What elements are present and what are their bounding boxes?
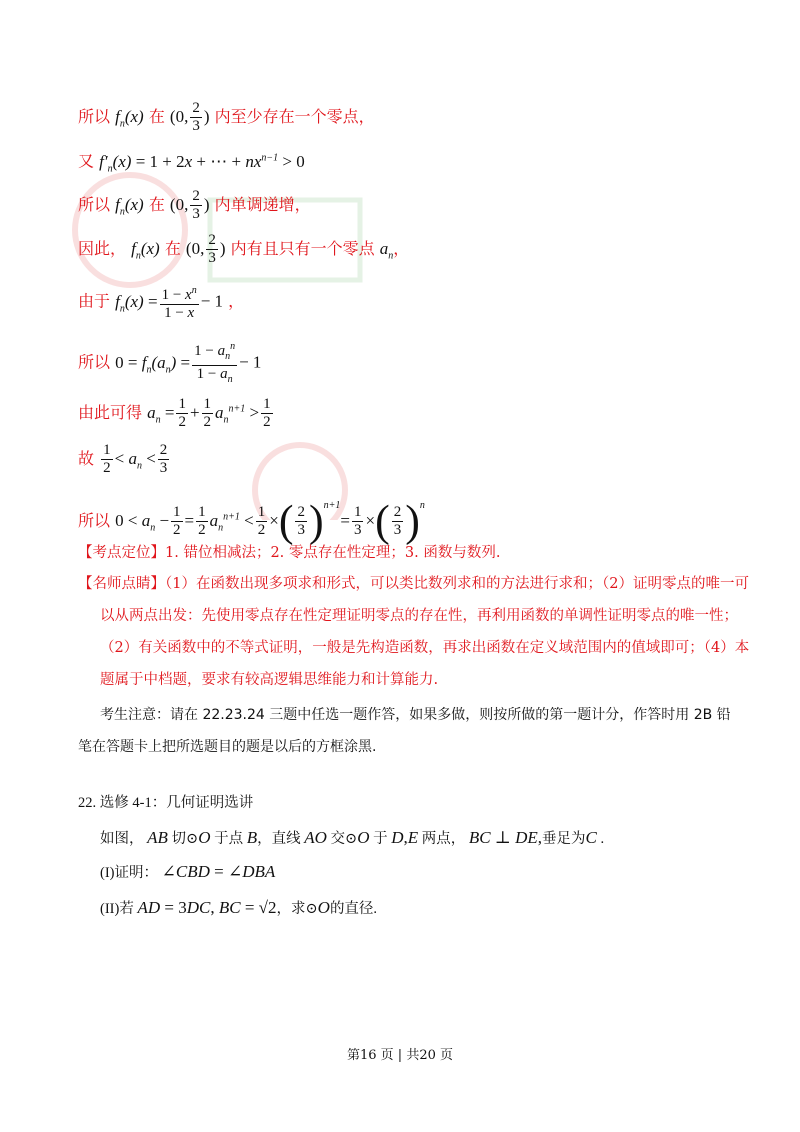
solution-text: 故	[78, 449, 95, 468]
solution-text: 在	[164, 239, 181, 258]
solution-line-4: 因此， $f_n(x)$ 在 (0, $\frac{2}{3}$ ) 内有且只有一个零点 $a_n$，	[78, 232, 410, 266]
stem-text: ，直线	[257, 831, 301, 847]
part-label: (II)若	[100, 901, 134, 917]
fraction: $\frac{1}{2}$	[263, 396, 271, 430]
fraction: $\frac{1 - x^n}{1 - x}$	[160, 282, 199, 322]
fraction: $\frac{1 - a_n^n}{1 - a_n}$	[192, 338, 237, 388]
math-expr: $0 = f_n(a_n)$ =	[115, 352, 191, 375]
solution-line-3: 所以 $f_n(x)$ 在 (0, $\frac{2}{3}$ ) 内单调递增，	[78, 188, 311, 222]
part-2: (II)若 AD = 3DC, BC = √2，求⊙O的直径.	[100, 898, 378, 917]
solution-text: ，	[393, 239, 410, 258]
stem-text: 切⊙	[171, 831, 199, 847]
solution-text: 又	[78, 151, 95, 171]
stem-text: 于	[373, 831, 388, 847]
solution-line-8: 故 $\frac{1}{2}$ < $a_n$ < $\frac{2}{3}$	[78, 442, 168, 476]
math-expr: $f_n(x)$ =	[115, 291, 158, 314]
problem-heading: 22. 选修 4-1：几何证明选讲	[78, 795, 254, 811]
solution-line-6: 所以 $0 = f_n(a_n)$ = $\frac{1 - a_n^n}{1 - a_n}$ − 1	[78, 338, 261, 388]
stem-text: 交⊙	[330, 831, 358, 847]
math-expr: (0,	[169, 107, 189, 126]
part-label: (I)证明：	[100, 865, 158, 881]
page-footer: 第16 页 | 共20 页	[347, 1048, 453, 1063]
fraction: $\frac{1}{2}$	[103, 442, 111, 476]
solution-line-9: 所以 $0 < a_n$ − $\frac{1}{2}$ = $\frac{1}{2}$ $a_n^{n+1}$ < $\frac{1}{2}$ ×( $\frac{2}{3}$ )$^{n+1}$= $\frac{1}{3}$ ×( $\frac{2}{3}$ )$^n$	[78, 496, 425, 546]
math-expr: $a_n$	[379, 239, 394, 262]
math-expr: $0 < a_n$ −	[115, 511, 170, 534]
fraction: $\frac{1}{2}$	[203, 396, 212, 430]
solution-line-5: 由于 $f_n(x)$ = $\frac{1 - x^n}{1 - x}$ − 1 ，	[78, 282, 244, 322]
mingshi-line-1	[78, 569, 749, 599]
math-expr: $f_n(x)$	[115, 107, 144, 130]
fraction: $\frac{2}{3}$	[192, 100, 200, 134]
solution-text: 所以	[78, 195, 111, 214]
math-expr: $f_n(x)$	[131, 239, 160, 262]
mingshi-line-4: 题属于中档题，要求有较高逻辑思维能力和计算能力.	[100, 672, 439, 688]
math-expr: ∠CBD = ∠DBA	[161, 862, 276, 881]
math-expr: AB	[147, 828, 168, 847]
fraction: $\frac{2}{3}$	[159, 442, 168, 476]
fraction: $\frac{2}{3}$	[192, 188, 200, 222]
kaodian-text: 1. 错位相减法；2. 零点存在性定理；3. 函数与数列.	[165, 545, 501, 561]
math-expr: $a_n$ =	[147, 403, 175, 426]
mingshi-label: 【名师点睛】	[78, 576, 165, 592]
solution-text: 所以	[78, 352, 111, 372]
solution-line-1: 所以 $f_n(x)$ 在 (0, $\frac{2}{3}$ ) 内至少存在一个零点，	[78, 100, 375, 134]
mingshi-line-3: （2）有关函数中的不等式证明，一般是先构造函数，再求出函数在定义域范围内的值域即可；（4）本	[100, 640, 750, 656]
mingshi-line-2: 以从两点出发：先使用零点存在性定理证明零点的存在性，再利用函数的单调性证明零点的唯一性；	[100, 608, 738, 624]
instruction-line-1: 考生注意：请在 22.23.24 三题中任选一题作答，如果多做，则按所做的第一题计分，作答时用 2B 铅	[100, 707, 731, 723]
stem-text: 两点，	[421, 831, 466, 847]
solution-text: 所以	[78, 107, 111, 126]
kaodian-line	[78, 538, 500, 568]
instruction-line-2: 笔在答题卡上把所选题目的题是以后的方框涂黑.	[78, 739, 377, 755]
stem-text: 垂足为	[542, 831, 586, 847]
fraction: $\frac{2}{3}$	[208, 232, 216, 266]
part-text: 的直径.	[329, 901, 378, 917]
math-expr: $f_n(x)$	[115, 195, 144, 218]
math-expr: AD = 3DC, BC = √2	[137, 898, 277, 917]
solution-line-2	[78, 148, 305, 179]
mingshi-text: （1）在函数出现多项求和形式，可以类比数列求和的方法进行求和；（2）证明零点的唯一可	[165, 576, 749, 592]
solution-text: 由此可得	[78, 403, 143, 422]
part-text: ，求⊙	[276, 901, 318, 917]
solution-text: 内有且只有一个零点	[230, 239, 375, 258]
stem-text: 于点	[214, 831, 244, 847]
kaodian-label: 【考点定位】	[78, 545, 165, 561]
solution-line-7: 由此可得 $a_n$ = $\frac{1}{2}$ + $\frac{1}{2}$ $a_n^{n+1}$ > $\frac{1}{2}$	[78, 396, 271, 430]
solution-text: 在	[148, 107, 165, 126]
problem-stem: 如图， AB 切⊙O 于点 B，直线 AO 交⊙O 于 D,E 两点， BC ⊥ DE,垂足为C .	[100, 828, 605, 847]
solution-text: 所以	[78, 511, 111, 530]
solution-text: 在	[148, 195, 165, 214]
stem-text: 如图，	[100, 831, 144, 847]
fraction: $\frac{1}{2}$	[178, 396, 186, 430]
solution-text: 内至少存在一个零点，	[214, 107, 375, 126]
math-expr: $f'_n(x) = 1 + 2x$ + ⋯ + $nx^{n-1} > 0$	[99, 151, 305, 175]
solution-text: 由于	[78, 291, 111, 311]
part-1	[100, 862, 275, 883]
solution-text: 因此，	[78, 239, 127, 258]
solution-text: 内单调递增，	[214, 195, 311, 214]
solution-text: ，	[228, 291, 245, 311]
